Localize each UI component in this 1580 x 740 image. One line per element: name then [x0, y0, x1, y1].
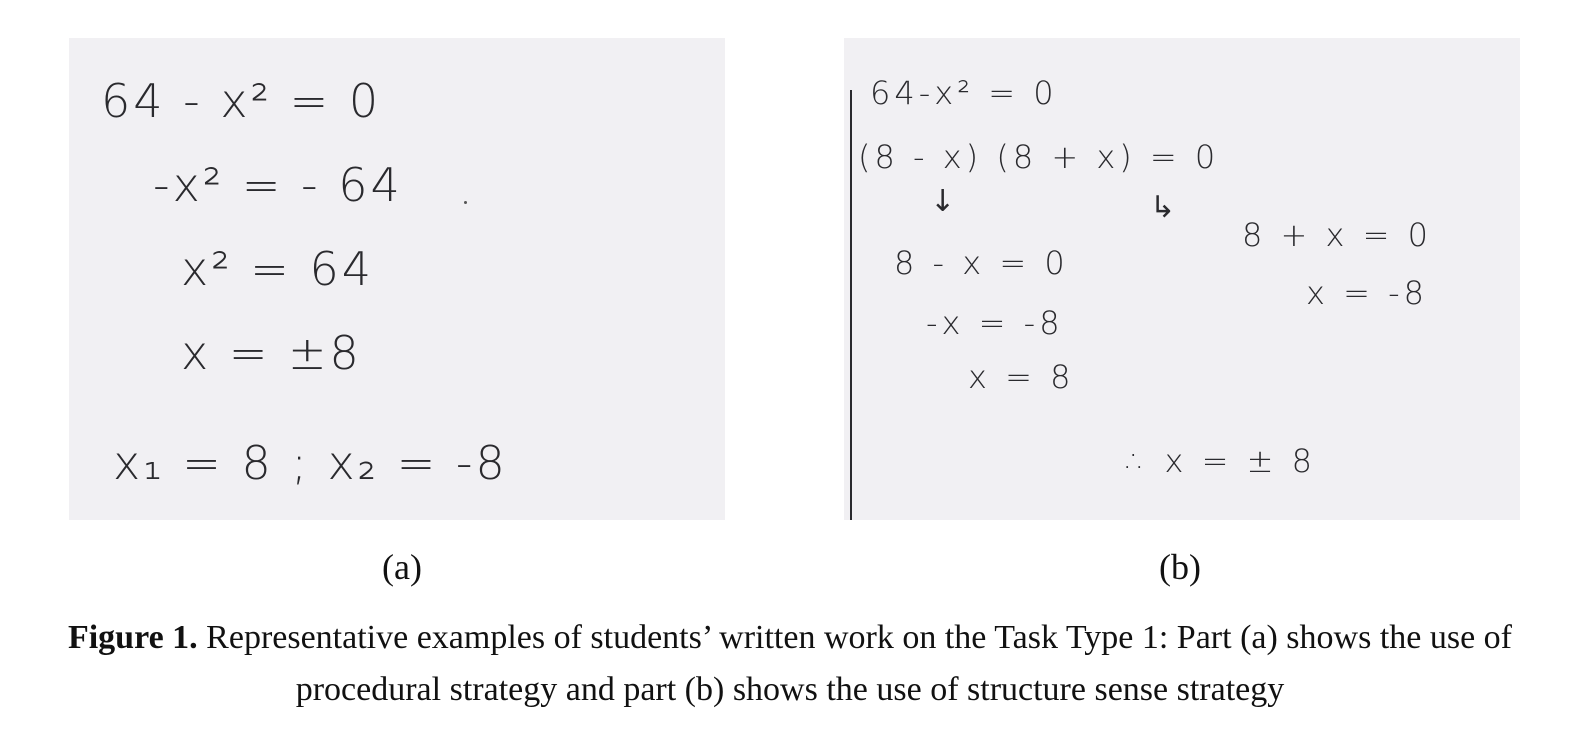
figure-caption [30, 612, 1550, 716]
step-line-4: -x = -8 [926, 304, 1064, 342]
step-line-3: x² = 64 [181, 242, 374, 296]
arrow-down-icon: ↓ [930, 184, 956, 219]
step-line-4: x = ±8 [181, 326, 362, 380]
subfigure-label-a: (a) [382, 547, 422, 587]
conclusion-line: ∴ x = ± 8 [1126, 442, 1316, 480]
handwritten-work-panel-b [844, 38, 1520, 520]
handwritten-work-panel-a [69, 38, 725, 520]
arrow-right-icon: ↳ [1150, 190, 1176, 225]
step-line-5: x = 8 [968, 358, 1075, 396]
subfigure-label-b: (b) [1159, 547, 1201, 587]
caption-figure-number: Figure 1. [67, 619, 198, 656]
step-line-5: x₁ = 8 ; x₂ = -8 [113, 436, 508, 490]
margin-line [850, 90, 852, 520]
step-line-6: 8 + x = 0 [1242, 216, 1432, 254]
step-line-1: 64-x² = 0 [870, 74, 1058, 112]
step-line-2: -x² = - 64 [153, 158, 403, 212]
stray-dot [464, 201, 467, 204]
caption-text: Representative examples of students’ written work on the Task Type 1: Part (a) shows the use of procedural strategy and part (b) shows the use of structure sense strategy [197, 619, 1513, 708]
step-line-7: x = -8 [1306, 274, 1428, 312]
step-line-3: 8 - x = 0 [894, 244, 1069, 282]
step-line-2: (8 - x) (8 + x) = 0 [858, 138, 1220, 176]
step-line-1: 64 - x² = 0 [101, 74, 382, 128]
